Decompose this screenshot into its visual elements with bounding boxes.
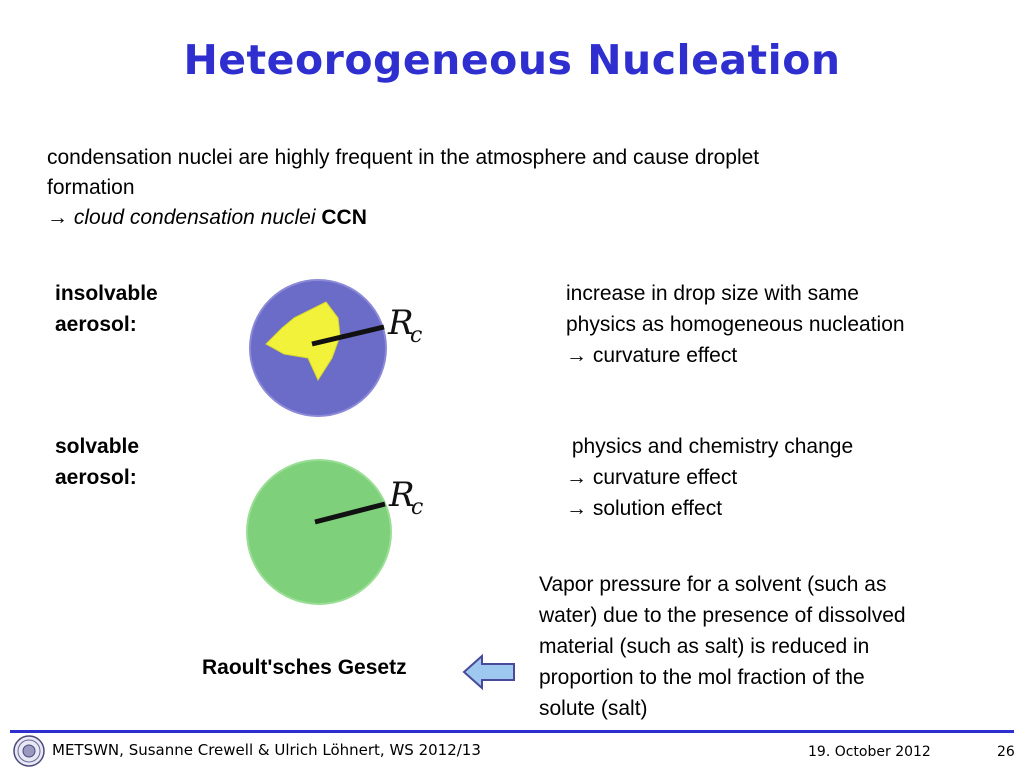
radius-subscript: c [410, 323, 423, 348]
insolvable-label-line-1: insolvable [55, 282, 158, 305]
left-arrow-icon [462, 653, 516, 691]
raoult-explanation [539, 569, 1009, 724]
solvable-description [566, 431, 1006, 524]
raoult-line-2: water) due to the presence of dissolved [539, 604, 906, 627]
intro-line-3 [47, 203, 967, 233]
footer-date: 19. October 2012 [808, 744, 931, 760]
solvable-aerosol-figure [237, 448, 437, 610]
ccn-bold: CCN [321, 206, 367, 229]
insolvable-description [566, 278, 1006, 371]
insolvable-desc-line-3: → curvature effect [566, 344, 738, 367]
footer-course-info: METSWN, Susanne Crewell & Ulrich Löhnert, WS 2012/13 [52, 741, 481, 759]
intro-line-2: formation [47, 176, 135, 199]
intro-text [47, 143, 967, 233]
slide-title: Heteorogeneous Nucleation [183, 36, 841, 84]
university-seal-icon [12, 735, 46, 767]
solvable-label-line-1: solvable [55, 435, 140, 458]
intro-line-1: condensation nuclei are highly frequent in the atmosphere and cause droplet [47, 146, 760, 169]
raoult-line-5: solute (salt) [539, 697, 648, 720]
solvable-label-line-2: aerosol: [55, 466, 137, 489]
insolvable-aerosol-figure [244, 270, 434, 422]
solvable-desc-line-2: → curvature effect [566, 466, 738, 489]
solvable-aerosol-label [55, 431, 139, 493]
raoult-line-3: material (such as salt) is reduced in [539, 635, 870, 658]
radius-subscript: c [411, 495, 424, 520]
raoult-law-label: Raoult'sches Gesetz [202, 656, 407, 679]
raoult-line-1: Vapor pressure for a solvent (such as [539, 573, 887, 596]
solvable-desc-line-1: physics and chemistry change [566, 435, 854, 458]
raoult-line-4: proportion to the mol fraction of the [539, 666, 865, 689]
page-number: 26 [997, 744, 1015, 760]
footer-divider [10, 730, 1014, 733]
solvable-drop-circle [247, 460, 391, 604]
insolvable-desc-line-2: physics as homogeneous nucleation [566, 313, 905, 336]
insolvable-label-line-2: aerosol: [55, 313, 137, 336]
solvable-desc-line-3: → solution effect [566, 497, 723, 520]
insolvable-desc-line-1: increase in drop size with same [566, 282, 859, 305]
radius-label: R [388, 303, 414, 343]
ccn-italic: cloud condensation nuclei [73, 206, 316, 229]
radius-label: R [389, 475, 415, 515]
intro-arrow: → [47, 206, 68, 229]
insolvable-aerosol-label [55, 278, 158, 340]
